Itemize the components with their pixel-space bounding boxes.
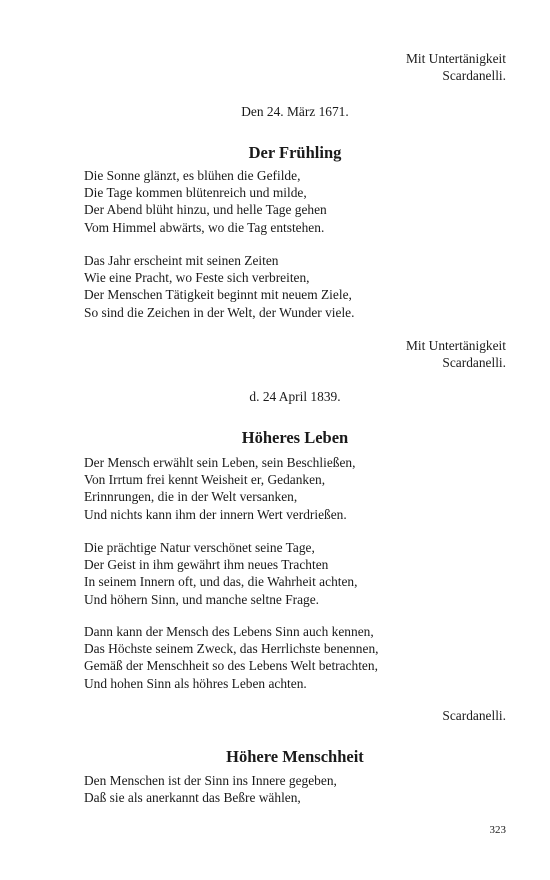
verse-line: Der Geist in ihm gewährt ihm neues Trachten — [84, 557, 329, 573]
verse-line: Die Sonne glänzt, es blühen die Gefilde, — [84, 168, 301, 183]
verse-line: Der Mensch erwählt sein Leben, sein Beschließen, — [84, 455, 356, 470]
verse-line: So sind die Zeichen in der Welt, der Wunder viele. — [84, 304, 355, 320]
verse-line: Und nichts kann ihm der innern Wert verdrießen. — [84, 506, 347, 522]
verse-line: Und hohen Sinn als höhres Leben achten. — [84, 675, 307, 691]
verse-line: Wie eine Pracht, wo Feste sich verbreiten, — [84, 270, 310, 286]
stanza — [84, 454, 514, 523]
verse-line: Erinnrungen, die in der Welt versanken, — [84, 489, 298, 505]
verse-line: Die prächtige Natur verschönet seine Tage, — [84, 540, 315, 555]
verse-line: Das Jahr erscheint mit seinen Zeiten — [84, 253, 279, 268]
stanza — [84, 167, 514, 236]
poem-title-hoeheres-leben: Höheres Leben — [241, 428, 349, 447]
stanza — [84, 772, 514, 806]
page-number: 323 — [489, 824, 506, 836]
verse-line: Der Menschen Tätigkeit beginnt mit neuem Ziele, — [84, 287, 352, 303]
verse-line: Und höhern Sinn, und manche seltne Frage. — [84, 591, 320, 607]
poem-title-hoehere-menschheit: Höhere Menschheit — [226, 747, 364, 766]
stanza — [84, 252, 514, 321]
signature-2: Mit Untertänigkeit Scardanelli. — [405, 338, 506, 371]
signature-1: Mit Untertänigkeit Scardanelli. — [405, 51, 506, 84]
book-page — [84, 0, 506, 880]
verse-line: Den Menschen ist der Sinn ins Innere gegeben, — [84, 773, 337, 788]
date-line-1: Den 24. März 1671. — [241, 104, 349, 119]
verse-line: Daß sie als anerkannt das Beßre wählen, — [84, 790, 301, 806]
stanza — [84, 623, 514, 692]
poem-title-fruehling: Der Frühling — [248, 143, 342, 162]
verse-line: Vom Himmel abwärts, wo die Tag entstehen. — [84, 219, 325, 235]
verse-line: Der Abend blüht hinzu, und helle Tage gehen — [84, 202, 327, 218]
verse-line: In seinem Innern oft, und das, die Wahrheit achten, — [84, 574, 358, 590]
stanza — [84, 539, 514, 608]
verse-line: Das Höchste seinem Zweck, das Herrlichste benennen, — [84, 641, 379, 657]
signature-3: Scardanelli. — [442, 708, 506, 723]
verse-line: Dann kann der Mensch des Lebens Sinn auch kennen, — [84, 624, 374, 639]
date-line-2: d. 24 April 1839. — [249, 389, 341, 404]
verse-line: Gemäß der Menschheit so des Lebens Welt betrachten, — [84, 658, 378, 674]
verse-line: Von Irrtum frei kennt Weisheit er, Gedanken, — [84, 472, 326, 488]
verse-line: Die Tage kommen blütenreich und milde, — [84, 185, 307, 201]
